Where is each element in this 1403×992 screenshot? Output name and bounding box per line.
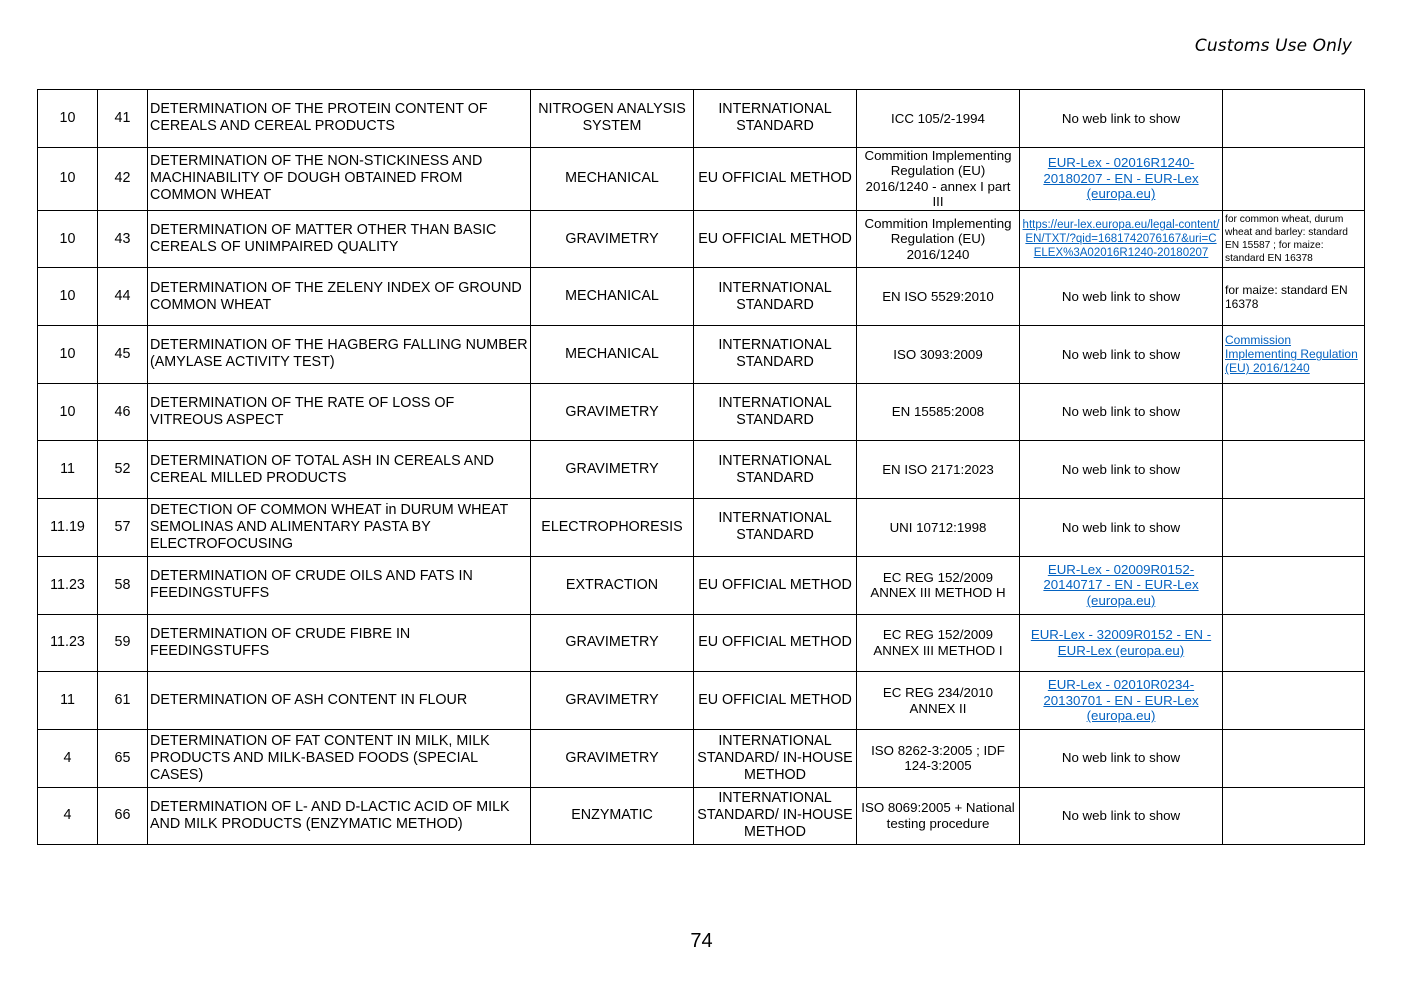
header-note: Customs Use Only [1194,36,1352,56]
web-link-cell: No web link to show [1020,441,1223,499]
table-row [38,147,1365,210]
eur-lex-link[interactable]: EUR-Lex - 02009R0152-20140717 - EN - EUR-Lex (europa.eu) [1043,561,1199,608]
standard-cell: EN ISO 5529:2010 [857,268,1020,326]
table-row [38,787,1365,845]
web-link-cell [1020,614,1223,672]
description-cell: DETERMINATION OF TOTAL ASH IN CEREALS AND CEREAL MILLED PRODUCTS [148,441,531,499]
web-link-cell [1020,210,1223,268]
method-type-cell: INTERNATIONAL STANDARD [694,90,857,148]
table-row [38,326,1365,384]
chapter-cell: 10 [38,383,98,441]
standard-cell: UNI 10712:1998 [857,499,1020,557]
notes-cell [1223,729,1365,787]
standard-cell: ICC 105/2-1994 [857,90,1020,148]
technique-cell: GRAVIMETRY [531,210,694,268]
table-row [38,383,1365,441]
technique-cell: GRAVIMETRY [531,383,694,441]
chapter-cell: 10 [38,90,98,148]
web-link-cell [1020,556,1223,614]
chapter-cell: 10 [38,210,98,268]
chapter-cell: 10 [38,268,98,326]
method-number-cell: 46 [98,383,148,441]
standard-cell: EN ISO 2171:2023 [857,441,1020,499]
method-type-cell: EU OFFICIAL METHOD [694,614,857,672]
description-cell: DETERMINATION OF CRUDE FIBRE IN FEEDINGSTUFFS [148,614,531,672]
standard-cell: Commition Implementing Regulation (EU) 2016/1240 [857,210,1020,268]
method-number-cell: 61 [98,672,148,730]
description-cell: DETERMINATION OF ASH CONTENT IN FLOUR [148,672,531,730]
standard-cell: EN 15585:2008 [857,383,1020,441]
technique-cell: NITROGEN ANALYSIS SYSTEM [531,90,694,148]
chapter-cell: 4 [38,729,98,787]
table-row [38,210,1365,268]
method-type-cell: INTERNATIONAL STANDARD [694,268,857,326]
table-row [38,268,1365,326]
eur-lex-link[interactable]: EUR-Lex - 02010R0234-20130701 - EN - EUR-Lex (europa.eu) [1043,677,1199,724]
chapter-cell: 10 [38,147,98,210]
method-number-cell: 44 [98,268,148,326]
description-cell: DETERMINATION OF THE PROTEIN CONTENT OF CEREALS AND CEREAL PRODUCTS [148,90,531,148]
technique-cell: EXTRACTION [531,556,694,614]
method-number-cell: 43 [98,210,148,268]
table-row [38,672,1365,730]
standard-cell: EC REG 152/2009 ANNEX III METHOD I [857,614,1020,672]
standard-cell: ISO 8262-3:2005 ; IDF 124-3:2005 [857,729,1020,787]
method-type-cell: INTERNATIONAL STANDARD/ IN-HOUSE METHOD [694,787,857,845]
method-type-cell: INTERNATIONAL STANDARD [694,499,857,557]
description-cell: DETERMINATION OF THE HAGBERG FALLING NUMBER (AMYLASE ACTIVITY TEST) [148,326,531,384]
table-row [38,90,1365,148]
notes-cell [1223,787,1365,845]
technique-cell: MECHANICAL [531,268,694,326]
method-number-cell: 66 [98,787,148,845]
standard-cell: Commition Implementing Regulation (EU) 2016/1240 - annex I part III [857,147,1020,210]
method-number-cell: 41 [98,90,148,148]
technique-cell: ENZYMATIC [531,787,694,845]
method-type-cell: INTERNATIONAL STANDARD [694,441,857,499]
chapter-cell: 10 [38,326,98,384]
method-type-cell: INTERNATIONAL STANDARD [694,383,857,441]
table-row [38,729,1365,787]
web-link-cell: No web link to show [1020,729,1223,787]
chapter-cell: 11.19 [38,499,98,557]
method-number-cell: 52 [98,441,148,499]
method-number-cell: 42 [98,147,148,210]
web-link-cell: No web link to show [1020,90,1223,148]
chapter-cell: 11.23 [38,614,98,672]
technique-cell: MECHANICAL [531,326,694,384]
web-link-cell: No web link to show [1020,499,1223,557]
method-type-cell: EU OFFICIAL METHOD [694,210,857,268]
standard-cell: ISO 8069:2005 + National testing procedure [857,787,1020,845]
notes-cell [1223,672,1365,730]
technique-cell: GRAVIMETRY [531,614,694,672]
description-cell: DETECTION OF COMMON WHEAT in DURUM WHEAT SEMOLINAS AND ALIMENTARY PASTA BY ELECTROFOCUSING [148,499,531,557]
notes-cell [1223,499,1365,557]
notes-cell: for maize: standard EN 16378 [1223,268,1365,326]
description-cell: DETERMINATION OF CRUDE OILS AND FATS IN FEEDINGSTUFFS [148,556,531,614]
chapter-cell: 11 [38,672,98,730]
web-link-cell: No web link to show [1020,383,1223,441]
method-type-cell: EU OFFICIAL METHOD [694,147,857,210]
method-type-cell: EU OFFICIAL METHOD [694,672,857,730]
eur-lex-link[interactable]: https://eur-lex.europa.eu/legal-content/EN/TXT/?qid=1681742076167&uri=CELEX%3A02016R1240-20180207 [1022,219,1220,260]
method-number-cell: 45 [98,326,148,384]
page-number: 74 [690,930,713,952]
description-cell: DETERMINATION OF MATTER OTHER THAN BASIC CEREALS OF UNIMPAIRED QUALITY [148,210,531,268]
method-number-cell: 59 [98,614,148,672]
description-cell: DETERMINATION OF THE ZELENY INDEX OF GROUND COMMON WHEAT [148,268,531,326]
chapter-cell: 11.23 [38,556,98,614]
table-row [38,441,1365,499]
notes-cell [1223,90,1365,148]
standard-cell: EC REG 234/2010 ANNEX II [857,672,1020,730]
notes-cell [1223,556,1365,614]
method-type-cell: INTERNATIONAL STANDARD [694,326,857,384]
table-row [38,556,1365,614]
web-link-cell: No web link to show [1020,326,1223,384]
table-row [38,614,1365,672]
eur-lex-link[interactable]: EUR-Lex - 02016R1240-20180207 - EN - EUR-Lex (europa.eu) [1043,155,1199,202]
table-row [38,499,1365,557]
description-cell: DETERMINATION OF FAT CONTENT IN MILK, MILK PRODUCTS AND MILK-BASED FOODS (SPECIAL CASES) [148,729,531,787]
web-link-cell: No web link to show [1020,268,1223,326]
method-type-cell: INTERNATIONAL STANDARD/ IN-HOUSE METHOD [694,729,857,787]
web-link-cell [1020,672,1223,730]
method-number-cell: 58 [98,556,148,614]
technique-cell: GRAVIMETRY [531,672,694,730]
description-cell: DETERMINATION OF THE RATE OF LOSS OF VITREOUS ASPECT [148,383,531,441]
standard-cell: EC REG 152/2009 ANNEX III METHOD H [857,556,1020,614]
notes-cell [1223,614,1365,672]
method-number-cell: 65 [98,729,148,787]
notes-cell [1223,441,1365,499]
chapter-cell: 4 [38,787,98,845]
notes-cell [1223,383,1365,441]
chapter-cell: 11 [38,441,98,499]
technique-cell: GRAVIMETRY [531,441,694,499]
notes-cell [1223,147,1365,210]
notes-cell [1223,326,1365,384]
description-cell: DETERMINATION OF L- AND D-LACTIC ACID OF MILK AND MILK PRODUCTS (ENZYMATIC METHOD) [148,787,531,845]
description-cell: DETERMINATION OF THE NON-STICKINESS AND MACHINABILITY OF DOUGH OBTAINED FROM COMMON WHEAT [148,147,531,210]
technique-cell: ELECTROPHORESIS [531,499,694,557]
methods-table [37,89,1365,845]
regulation-link[interactable]: Commission Implementing Regulation (EU) 2016/1240 [1225,333,1358,376]
web-link-cell [1020,147,1223,210]
technique-cell: MECHANICAL [531,147,694,210]
method-type-cell: EU OFFICIAL METHOD [694,556,857,614]
web-link-cell: No web link to show [1020,787,1223,845]
method-number-cell: 57 [98,499,148,557]
notes-cell: for common wheat, durum wheat and barley: standard EN 15587 ; for maize: standard EN 16378 [1223,210,1365,268]
standard-cell: ISO 3093:2009 [857,326,1020,384]
eur-lex-link[interactable]: EUR-Lex - 32009R0152 - EN - EUR-Lex (europa.eu) [1030,627,1212,658]
technique-cell: GRAVIMETRY [531,729,694,787]
